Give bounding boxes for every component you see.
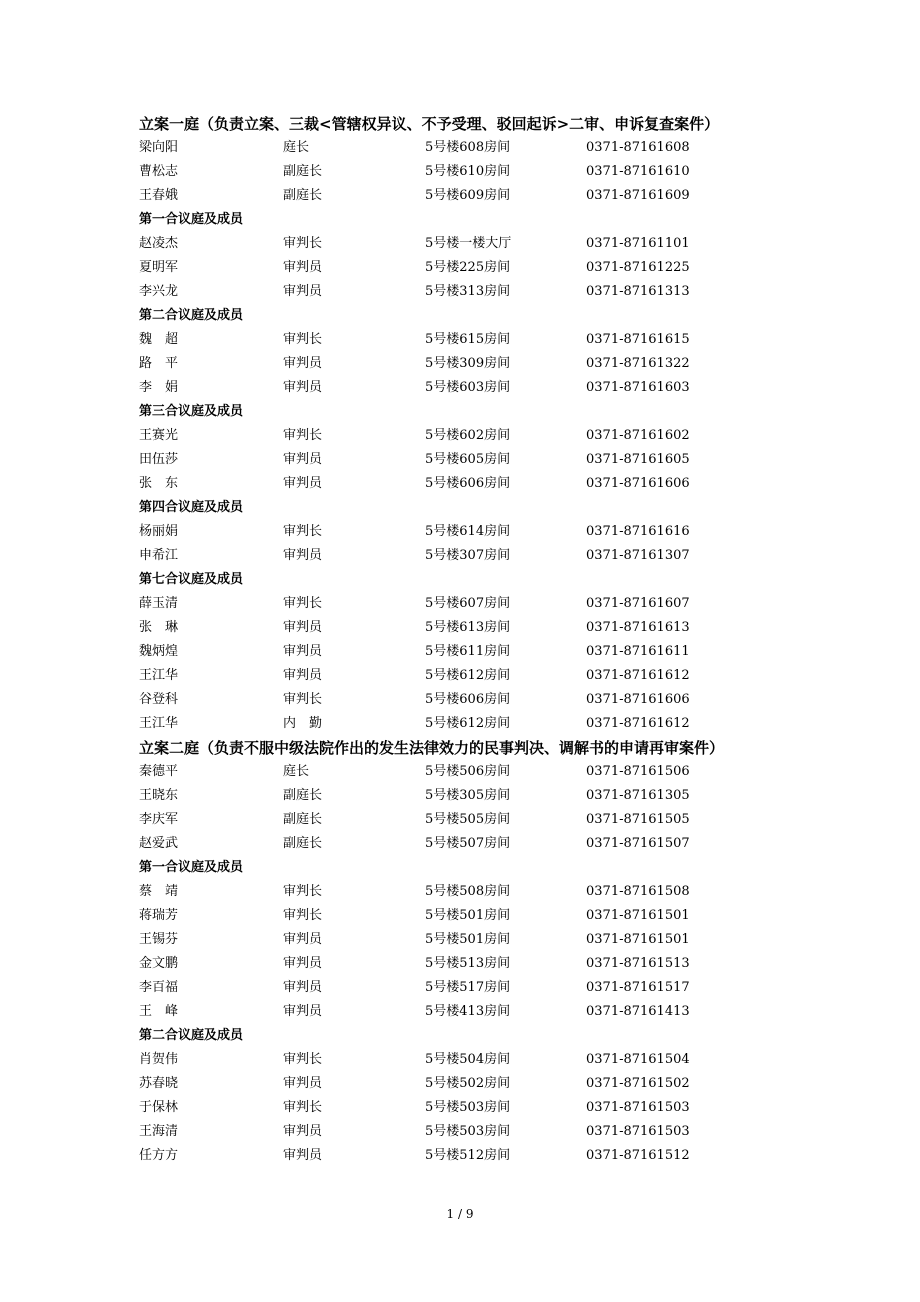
staff-name: 李庆军 [139, 812, 179, 827]
staff-name: 曹松志 [139, 164, 179, 179]
staff-row [139, 472, 799, 496]
section-title: 立案二庭（负责不服中级法院作出的发生法律效力的民事判决、调解书的申请再审案件） [139, 739, 725, 757]
office-room: 5号楼612房间 [425, 716, 511, 731]
staff-row [139, 160, 799, 184]
staff-row [139, 256, 799, 280]
staff-row [139, 376, 799, 400]
staff-name: 肖贺伟 [139, 1052, 179, 1067]
phone-number: 0371-87161606 [586, 476, 690, 491]
staff-title: 审判员 [283, 644, 323, 659]
staff-name: 苏春晓 [139, 1076, 179, 1091]
staff-name: 夏明军 [139, 260, 179, 275]
staff-title: 审判员 [283, 356, 323, 371]
office-room: 5号楼506房间 [425, 764, 511, 779]
staff-title: 审判员 [283, 260, 323, 275]
staff-row [139, 904, 799, 928]
staff-row [139, 976, 799, 1000]
staff-name: 李兴龙 [139, 284, 179, 299]
staff-name: 金文鹏 [139, 956, 179, 971]
office-room: 5号楼501房间 [425, 932, 511, 947]
staff-title: 审判员 [283, 1148, 323, 1163]
phone-number: 0371-87161610 [586, 164, 690, 179]
staff-row [139, 544, 799, 568]
staff-row [139, 952, 799, 976]
section-title: 立案一庭（负责立案、三裁<管辖权异议、不予受理、驳回起诉>二审、申诉复查案件） [139, 115, 720, 133]
phone-number: 0371-87161612 [586, 716, 690, 731]
staff-row [139, 688, 799, 712]
staff-row [139, 1072, 799, 1096]
phone-number: 0371-87161501 [586, 908, 690, 923]
phone-number: 0371-87161504 [586, 1052, 690, 1067]
staff-name: 赵爱武 [139, 836, 179, 851]
phone-number: 0371-87161602 [586, 428, 690, 443]
phone-number: 0371-87161612 [586, 668, 690, 683]
staff-row [139, 808, 799, 832]
office-room: 5号楼507房间 [425, 836, 511, 851]
office-room: 5号楼503房间 [425, 1124, 511, 1139]
panel-heading: 第三合议庭及成员 [139, 404, 244, 419]
staff-title: 审判长 [283, 236, 323, 251]
staff-row [139, 232, 799, 256]
staff-name: 张 琳 [139, 620, 179, 635]
staff-name: 王海清 [139, 1124, 179, 1139]
staff-name: 王赛光 [139, 428, 179, 443]
phone-number: 0371-87161506 [586, 764, 690, 779]
staff-title: 审判长 [283, 908, 323, 923]
office-room: 5号楼615房间 [425, 332, 511, 347]
staff-title: 审判长 [283, 884, 323, 899]
staff-title: 审判长 [283, 1100, 323, 1115]
office-room: 5号楼606房间 [425, 476, 511, 491]
staff-name: 薛玉清 [139, 596, 179, 611]
staff-name: 秦德平 [139, 764, 179, 779]
office-room: 5号楼607房间 [425, 596, 511, 611]
staff-name: 王春娥 [139, 188, 179, 203]
staff-name: 王江华 [139, 716, 179, 731]
staff-title: 副庭长 [283, 188, 323, 203]
staff-title: 审判长 [283, 428, 323, 443]
office-room: 5号楼612房间 [425, 668, 511, 683]
staff-title: 副庭长 [283, 788, 323, 803]
staff-name: 王 峰 [139, 1004, 179, 1019]
phone-number: 0371-87161305 [586, 788, 690, 803]
staff-title: 审判员 [283, 956, 323, 971]
office-room: 5号楼307房间 [425, 548, 511, 563]
staff-row [139, 1048, 799, 1072]
staff-title: 审判员 [283, 476, 323, 491]
staff-name: 李百福 [139, 980, 179, 995]
phone-number: 0371-87161501 [586, 932, 690, 947]
phone-number: 0371-87161101 [586, 236, 690, 251]
phone-number: 0371-87161507 [586, 836, 690, 851]
office-room: 5号楼517房间 [425, 980, 511, 995]
staff-name: 赵凌杰 [139, 236, 179, 251]
phone-number: 0371-87161322 [586, 356, 690, 371]
office-room: 5号楼305房间 [425, 788, 511, 803]
office-room: 5号楼225房间 [425, 260, 511, 275]
staff-title: 副庭长 [283, 836, 323, 851]
phone-number: 0371-87161307 [586, 548, 690, 563]
staff-name: 路 平 [139, 356, 179, 371]
staff-row [139, 424, 799, 448]
staff-name: 王江华 [139, 668, 179, 683]
staff-row [139, 640, 799, 664]
office-room: 5号楼605房间 [425, 452, 511, 467]
staff-title: 审判员 [283, 668, 323, 683]
staff-name: 蒋瑞芳 [139, 908, 179, 923]
staff-title: 审判长 [283, 596, 323, 611]
staff-name: 王锡芬 [139, 932, 179, 947]
office-room: 5号楼503房间 [425, 1100, 511, 1115]
staff-row [139, 928, 799, 952]
staff-title: 庭长 [283, 140, 310, 155]
panel-heading: 第二合议庭及成员 [139, 1028, 244, 1043]
staff-row [139, 592, 799, 616]
phone-number: 0371-87161225 [586, 260, 690, 275]
staff-name: 魏 超 [139, 332, 179, 347]
office-room: 5号楼313房间 [425, 284, 511, 299]
staff-row [139, 1000, 799, 1024]
staff-title: 审判员 [283, 1004, 323, 1019]
staff-title: 审判员 [283, 620, 323, 635]
staff-name: 梁向阳 [139, 140, 179, 155]
staff-name: 王晓东 [139, 788, 179, 803]
phone-number: 0371-87161503 [586, 1100, 690, 1115]
staff-title: 内 勤 [283, 716, 323, 731]
staff-name: 田伍莎 [139, 452, 179, 467]
phone-number: 0371-87161608 [586, 140, 690, 155]
staff-row [139, 664, 799, 688]
staff-title: 审判长 [283, 692, 323, 707]
office-room: 5号楼609房间 [425, 188, 511, 203]
staff-title: 审判长 [283, 1052, 323, 1067]
staff-name: 张 东 [139, 476, 179, 491]
office-room: 5号楼608房间 [425, 140, 511, 155]
staff-row [139, 448, 799, 472]
phone-number: 0371-87161615 [586, 332, 690, 347]
staff-name: 蔡 靖 [139, 884, 179, 899]
office-room: 5号楼508房间 [425, 884, 511, 899]
office-room: 5号楼614房间 [425, 524, 511, 539]
staff-title: 审判员 [283, 548, 323, 563]
phone-number: 0371-87161413 [586, 1004, 690, 1019]
phone-number: 0371-87161611 [586, 644, 690, 659]
panel-heading: 第二合议庭及成员 [139, 308, 244, 323]
phone-number: 0371-87161603 [586, 380, 690, 395]
staff-title: 审判员 [283, 380, 323, 395]
office-room: 5号楼512房间 [425, 1148, 511, 1163]
panel-heading: 第一合议庭及成员 [139, 860, 244, 875]
office-room: 5号楼513房间 [425, 956, 511, 971]
staff-row [139, 712, 799, 736]
office-room: 5号楼309房间 [425, 356, 511, 371]
phone-number: 0371-87161609 [586, 188, 690, 203]
staff-name: 魏炳煌 [139, 644, 179, 659]
office-room: 5号楼611房间 [425, 644, 511, 659]
staff-title: 审判长 [283, 524, 323, 539]
staff-row [139, 1120, 799, 1144]
staff-row [139, 832, 799, 856]
staff-row [139, 352, 799, 376]
office-room: 5号楼613房间 [425, 620, 511, 635]
panel-heading: 第七合议庭及成员 [139, 572, 244, 587]
staff-title: 审判员 [283, 932, 323, 947]
phone-number: 0371-87161605 [586, 452, 690, 467]
office-room: 5号楼606房间 [425, 692, 511, 707]
staff-name: 任方方 [139, 1148, 179, 1163]
staff-name: 于保林 [139, 1100, 179, 1115]
phone-number: 0371-87161607 [586, 596, 690, 611]
staff-title: 审判长 [283, 332, 323, 347]
office-room: 5号楼602房间 [425, 428, 511, 443]
phone-number: 0371-87161313 [586, 284, 690, 299]
staff-row [139, 136, 799, 160]
phone-number: 0371-87161512 [586, 1148, 690, 1163]
staff-name: 杨丽娟 [139, 524, 179, 539]
phone-number: 0371-87161503 [586, 1124, 690, 1139]
staff-title: 审判员 [283, 980, 323, 995]
staff-title: 审判员 [283, 1124, 323, 1139]
staff-row [139, 784, 799, 808]
staff-name: 申希江 [139, 548, 179, 563]
staff-row [139, 280, 799, 304]
phone-number: 0371-87161508 [586, 884, 690, 899]
phone-number: 0371-87161513 [586, 956, 690, 971]
directory-content [139, 112, 799, 1168]
page-number: 1 / 9 [446, 1207, 474, 1221]
office-room: 5号楼一楼大厅 [425, 236, 512, 251]
staff-title: 副庭长 [283, 164, 323, 179]
phone-number: 0371-87161606 [586, 692, 690, 707]
phone-number: 0371-87161616 [586, 524, 690, 539]
office-room: 5号楼505房间 [425, 812, 511, 827]
office-room: 5号楼501房间 [425, 908, 511, 923]
panel-heading: 第一合议庭及成员 [139, 212, 244, 227]
phone-number: 0371-87161517 [586, 980, 690, 995]
staff-name: 李 娟 [139, 380, 179, 395]
staff-row [139, 520, 799, 544]
phone-number: 0371-87161613 [586, 620, 690, 635]
office-room: 5号楼504房间 [425, 1052, 511, 1067]
staff-row [139, 328, 799, 352]
office-room: 5号楼502房间 [425, 1076, 511, 1091]
staff-title: 审判员 [283, 284, 323, 299]
staff-name: 谷登科 [139, 692, 179, 707]
staff-row [139, 184, 799, 208]
staff-title: 审判员 [283, 452, 323, 467]
phone-number: 0371-87161502 [586, 1076, 690, 1091]
staff-title: 副庭长 [283, 812, 323, 827]
staff-title: 审判员 [283, 1076, 323, 1091]
office-room: 5号楼610房间 [425, 164, 511, 179]
phone-number: 0371-87161505 [586, 812, 690, 827]
staff-row [139, 616, 799, 640]
staff-row [139, 760, 799, 784]
staff-title: 庭长 [283, 764, 310, 779]
staff-row [139, 1144, 799, 1168]
staff-row [139, 1096, 799, 1120]
staff-row [139, 880, 799, 904]
office-room: 5号楼603房间 [425, 380, 511, 395]
panel-heading: 第四合议庭及成员 [139, 500, 244, 515]
office-room: 5号楼413房间 [425, 1004, 511, 1019]
